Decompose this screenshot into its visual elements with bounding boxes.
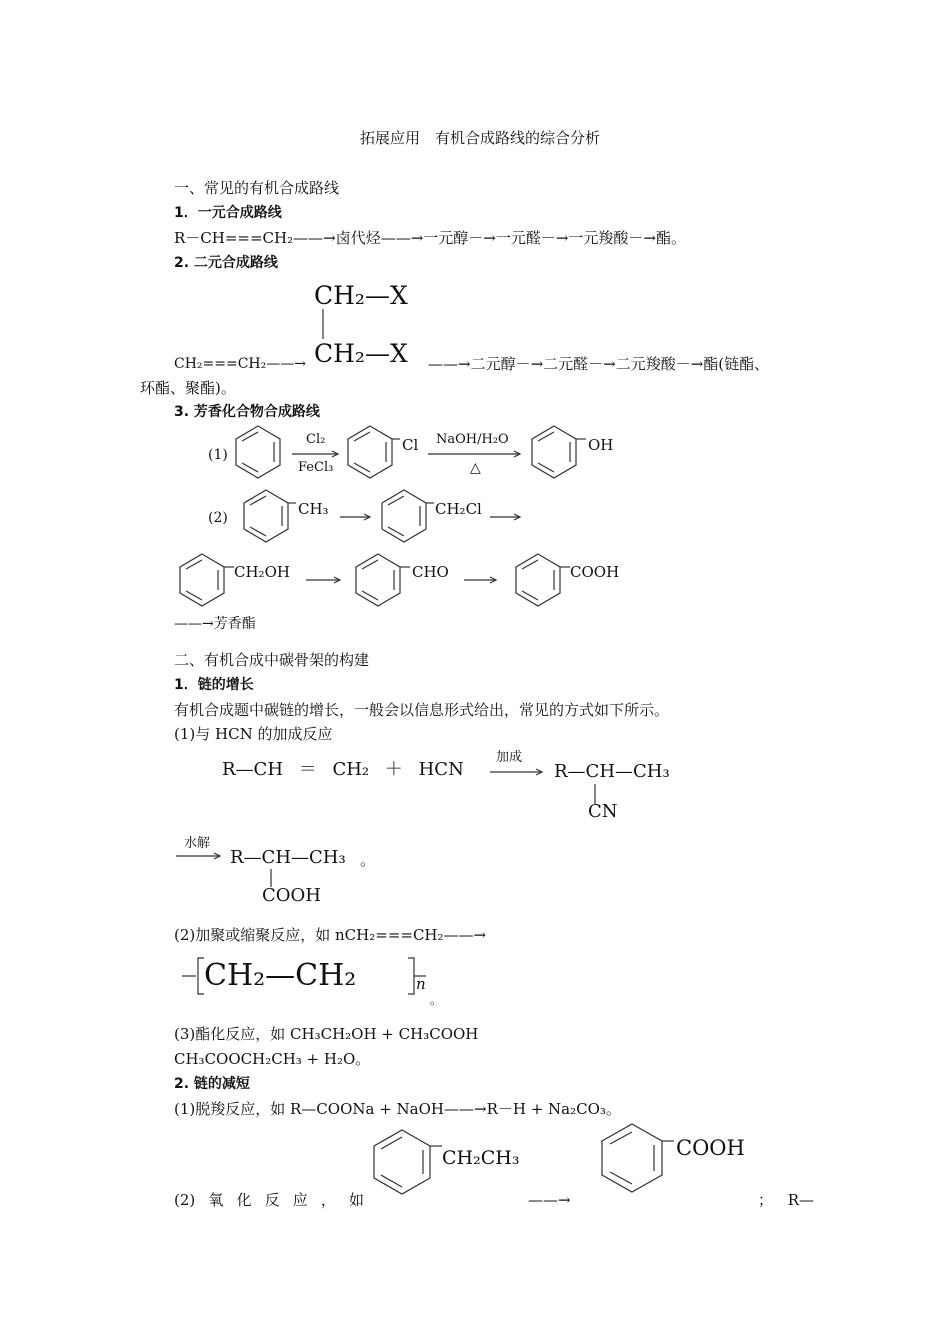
decarboxylation-item: (1)脱羧反应，如 R—COONa + NaOH——→R－H + Na₂CO₃。: [174, 1100, 621, 1118]
reagent-cl2: Cl₂: [306, 432, 326, 447]
oxidation-label-char: 化: [236, 1191, 252, 1209]
reagent-heat: △: [470, 460, 481, 476]
polymer-end: 。: [430, 993, 443, 1007]
substituent-oh: OH: [588, 436, 614, 454]
dihalide-bottom: CH₂—X: [314, 339, 408, 368]
oxidation-reactant-sub: CH₂CH₃: [442, 1147, 520, 1169]
reagent-naoh: NaOH/H₂O: [436, 432, 509, 447]
benzene-ring-icon: [598, 1122, 674, 1194]
hcn-condition: 加成: [496, 750, 523, 765]
dihalide-top: CH₂—X: [314, 281, 408, 310]
hydrolysis-product-branch: COOH: [262, 885, 321, 906]
route2-end: ——→芳香酯: [174, 616, 256, 632]
item-esterification: (3)酯化反应，如 CH₃CH₂OH + CH₃COOH: [174, 1025, 479, 1043]
substituent-ch2oh: CH₂OH: [234, 563, 290, 581]
oxidation-label-char: 氧: [208, 1191, 224, 1209]
section2-heading: 二、有机合成中碳骨架的构建: [174, 651, 370, 669]
benzene-ring-icon: [234, 424, 284, 480]
arrow-icon: [306, 576, 344, 584]
sub3-heading: 3. 芳香化合物合成路线: [174, 404, 320, 420]
benzene-ring-icon: [240, 488, 296, 544]
hydrolysis-condition: 水解: [184, 836, 211, 851]
oxidation-label-char: 应: [292, 1191, 308, 1209]
dihalide-bond: [322, 309, 324, 339]
benzene-ring-icon: [370, 1128, 442, 1196]
benzene-ring-icon: [176, 552, 234, 608]
substituent-cho: CHO: [412, 563, 449, 581]
benzene-ring-icon: [512, 552, 570, 608]
item-polymerization: (2)加聚或缩聚反应，如 nCH₂===CH₂——→: [174, 926, 487, 944]
route-label-1: (1): [208, 447, 228, 463]
polymer-unit: CH₂—CH₂: [204, 958, 357, 993]
benzene-ring-icon: [352, 552, 410, 608]
chain-shortening-heading: 2. 链的减短: [174, 1076, 250, 1092]
section1-heading: 一、常见的有机合成路线: [174, 179, 340, 197]
route1-text: R－CH===CH₂——→卤代烃——→一元醇－→一元醛－→一元羧酸－→酯。: [174, 229, 686, 247]
arrow-icon: [340, 513, 374, 521]
esterification-product: CH₃COOCH₂CH₃ + H₂O。: [174, 1050, 371, 1068]
page-title: 拓展应用 有机合成路线的综合分析: [360, 129, 601, 147]
chain-growth-heading: 1．链的增长: [174, 677, 254, 693]
oxidation-label: [174, 1190, 364, 1210]
substituent-cl: Cl: [402, 436, 419, 454]
item-hcn-addition: (1)与 HCN 的加成反应: [174, 725, 333, 743]
hcn-product: R—CH—CH₃: [554, 761, 670, 782]
hydrolysis-product-end: 。: [360, 851, 376, 869]
sub1-heading: 1．一元合成路线: [174, 205, 282, 221]
route2-left: CH₂===CH₂——→: [174, 356, 306, 372]
arrow-icon: [176, 852, 224, 860]
oxidation-label-char: (2): [174, 1191, 196, 1209]
arrow-icon: [490, 768, 546, 776]
route2-right: ——→二元醇－→二元醛－→二元羧酸－→酯(链酯、: [428, 355, 770, 373]
hcn-product-branch: CN: [588, 801, 618, 822]
benzene-ring-icon: [528, 424, 586, 480]
chain-growth-intro: 有机合成题中碳链的增长，一般会以信息形式给出，常见的方式如下所示。: [174, 701, 670, 719]
hcn-reactants: R—CH ＝ CH₂ ＋ HCN: [222, 759, 464, 780]
substituent-ch3: CH₃: [298, 500, 329, 518]
hydrolysis-product: R—CH—CH₃: [230, 847, 346, 868]
oxidation-arrow: ——→: [528, 1191, 571, 1209]
sub2-heading: 2. 二元合成路线: [174, 255, 278, 271]
oxidation-product-sub: COOH: [676, 1136, 745, 1160]
benzene-ring-icon: [378, 488, 434, 544]
reagent-fecl3: FeCl₃: [298, 460, 334, 475]
oxidation-label-char: 如: [348, 1191, 364, 1209]
arrow-icon: [428, 450, 524, 458]
oxidation-label-char: 反: [264, 1191, 280, 1209]
route-label-2: (2): [208, 510, 228, 526]
benzene-ring-icon: [344, 424, 400, 480]
arrow-icon: [490, 513, 524, 521]
route2-continued: 环酯、聚酯)。: [140, 379, 236, 397]
arrow-icon: [292, 450, 342, 458]
polymer-n: n: [416, 975, 426, 993]
substituent-ch2cl: CH₂Cl: [435, 500, 482, 518]
oxidation-tail: ； R—: [758, 1191, 815, 1209]
oxidation-label-char: ，: [320, 1191, 336, 1209]
arrow-icon: [464, 576, 500, 584]
substituent-cooh: COOH: [570, 563, 620, 581]
